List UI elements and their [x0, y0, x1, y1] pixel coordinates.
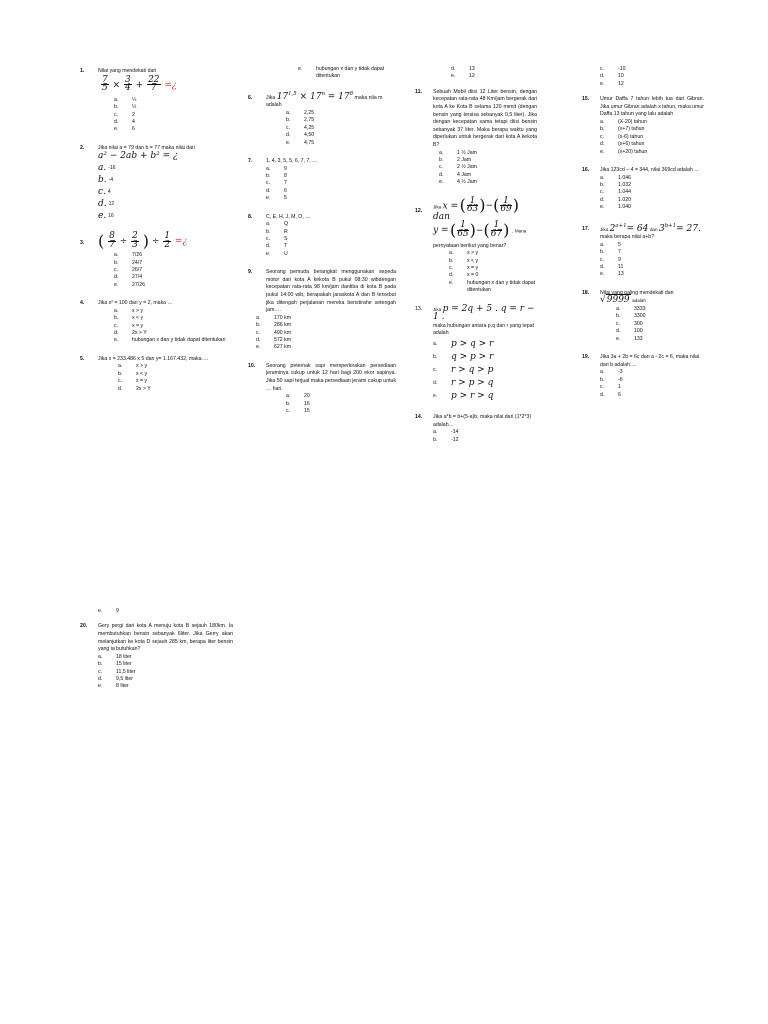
option[interactable]: d. T	[266, 243, 288, 250]
question-16	[582, 167, 704, 212]
question-stem: pernyataan berikut yang benar?	[433, 242, 507, 249]
option[interactable]: d. 1.020	[600, 196, 631, 203]
option[interactable]: b. -4	[98, 175, 114, 185]
option[interactable]: b. (x+7) tahun	[600, 126, 645, 133]
option-list	[600, 242, 704, 279]
question-formula: p = 2q + 5 . q = r − 1 .	[433, 303, 535, 323]
option[interactable]: a. 20	[286, 393, 310, 400]
option[interactable]: b. 2 Jam	[439, 156, 472, 163]
option[interactable]: a. x > y	[449, 250, 479, 257]
question-formula: ( $\frac{8}{7}$ ÷ $\frac{2}{3}$ ) ÷ $\frac{1}{2}$ =¿	[98, 231, 188, 251]
question-stem: 1, 4, 3, 5, 5, 6, 7, 7, …	[266, 158, 318, 165]
option[interactable]: a. x > y	[114, 307, 144, 314]
option[interactable]: b. -6	[600, 376, 623, 383]
question-stem: Nilai yang mendekati dari	[98, 68, 157, 74]
option[interactable]: d. 10	[600, 73, 624, 80]
option[interactable]: b. 1.032	[600, 182, 631, 189]
option-list	[98, 308, 233, 345]
question-stem: Gery pergi dari kota A menuju kota B sejauh 180km. Ia membutuhkan bensin sebanyak 6liter. Jika Gerry akan melanjutkan ke kota D sejauh 285 km, berapa liter bensin yang ia butuhkan?	[98, 623, 233, 653]
question-stem: Seorang peternak sapi memperkirakan persediaan jeraminya cukup untuk 12 hari bagi 200 ekor sapinya. Jika 50 sapi terjual maka persediaan jerami cukup untuk … hari.	[266, 362, 396, 392]
column-4	[582, 66, 704, 410]
question-number: 4.	[80, 300, 85, 307]
option[interactable]: e. 4 ½ Jam	[439, 179, 477, 186]
option-list	[98, 97, 233, 134]
option-list	[266, 66, 396, 81]
option-list	[266, 221, 396, 258]
question-number: 9.	[248, 269, 253, 276]
option[interactable]: b. x < y	[114, 315, 144, 322]
option[interactable]: c. r > q > p	[433, 364, 494, 375]
option[interactable]: a. Q	[266, 221, 289, 228]
question-7	[248, 158, 396, 203]
option-list	[98, 608, 233, 615]
option[interactable]: a. 7/26	[114, 252, 143, 259]
option[interactable]: b. 8	[266, 173, 287, 180]
option[interactable]: e. 5	[266, 195, 287, 202]
option[interactable]: b. 16	[286, 400, 310, 407]
question-stem: Jika x² = 100 dan y = 2, maka …	[98, 300, 173, 307]
option[interactable]: e. hubungan x dan y tidak dapat ditentukan	[449, 279, 536, 294]
question-formula-y: y = ( $\frac{1}{65}$ )−( $\frac{1}{67}$ ) , Mana	[433, 220, 527, 240]
question-18	[582, 289, 704, 343]
option-list	[98, 654, 233, 691]
question-11	[415, 88, 537, 187]
option[interactable]: e. p > r > q	[433, 390, 494, 401]
option[interactable]: d. 6	[266, 187, 287, 194]
option[interactable]: d. 6	[600, 391, 621, 398]
question-number: 19.	[582, 354, 590, 361]
option[interactable]: c. -10	[600, 66, 626, 72]
option-list	[98, 363, 233, 393]
option[interactable]: b. 286 km	[256, 322, 292, 329]
question-number: 17.	[582, 225, 590, 232]
option[interactable]: c. 2	[114, 111, 135, 118]
question-formula: Jika $2^{a+1}= 64$ dan $3^{b+1}= 27$.	[600, 222, 701, 234]
option[interactable]: b. 7	[600, 249, 621, 256]
question-number: 16.	[582, 167, 590, 174]
option[interactable]: a. (X-20) tahun	[600, 119, 647, 125]
question-formula: √9999 adalah	[600, 295, 646, 306]
question-19	[582, 354, 704, 399]
option[interactable]: d. 2x > Y	[114, 330, 147, 337]
question-20	[80, 623, 233, 690]
question-number: 14.	[415, 413, 423, 420]
option-list	[600, 369, 704, 399]
option[interactable]: c. x = y	[114, 322, 144, 329]
question-14	[415, 413, 537, 444]
option[interactable]: e. 6	[114, 126, 135, 133]
option[interactable]: a. 3333	[616, 306, 646, 313]
option-list	[266, 110, 396, 147]
question-stem: Umur Daffa 7 tahun lebih tua dari Gibran. Jika umur Gibran adalah x tahun, maka umur Daffa 13 tahun yang lalu adalah	[600, 96, 704, 118]
option-list	[98, 252, 233, 289]
question-stem: Jika nilai a = 79 dan b = 77 maka nilai dari	[98, 144, 195, 151]
question-10	[248, 362, 396, 416]
question-stem: Nilai yang paling mendekati dari	[600, 289, 674, 296]
option[interactable]: e. 13	[600, 271, 624, 278]
question-stem: C, E, H, J, M, O, …	[266, 213, 311, 220]
question-number: 12.	[415, 207, 423, 214]
option-list	[600, 66, 704, 88]
option[interactable]: b. x < y	[449, 257, 479, 264]
question-stem: Jika x = 233.486 x 5 dan y= 1.167.432, maka….	[98, 355, 209, 362]
option[interactable]: b. 24/7	[114, 259, 143, 266]
option[interactable]: d. 27/4	[114, 274, 143, 281]
option[interactable]: c. 26/7	[114, 267, 143, 273]
option[interactable]: a. 9	[266, 165, 287, 172]
option[interactable]: c. x = y	[449, 264, 479, 271]
option[interactable]: a. -14	[433, 429, 459, 436]
option[interactable]: a. 1 ½ Jam	[439, 149, 477, 156]
question-number: 8.	[248, 213, 253, 220]
question-stem: Sebuah Mobil diisi 12 Liter bensin, dengan kecepatan rata-rata 48 Km/jam bergerak dari kota A ke Kota B selama 120 menit (dengan bensin yang tersisa sebanyak 0,5 liter). Jika dengan kecepatan sama tetapi diisi bensin sebanyak 37 liter. Maka berapa waktu yang diperlukan untuk bergerak dari kota A kekota B?	[433, 88, 537, 148]
column-1	[80, 68, 233, 404]
option[interactable]: e. 627 km	[256, 344, 292, 351]
option[interactable]: d. 4,50	[286, 132, 315, 139]
question-12	[415, 195, 537, 295]
option[interactable]: d. 11	[600, 264, 624, 271]
option-list	[433, 66, 537, 81]
option[interactable]: e. hubungan x dan y tidak dapat ditentukan	[114, 337, 226, 344]
option-list	[600, 175, 704, 212]
question-number: 15.	[582, 96, 590, 103]
question-formula: a² − 2ab + b² = ¿	[98, 151, 178, 162]
option[interactable]: b. R	[266, 228, 288, 235]
column-2	[248, 66, 396, 426]
option[interactable]: d. 2x > Y	[118, 385, 151, 392]
question-stem: maka berapa nilai a+b?	[600, 234, 655, 241]
option[interactable]: e. 1.040	[600, 204, 631, 211]
option[interactable]: d. 13	[451, 66, 475, 72]
option-list	[266, 166, 396, 203]
question-4	[80, 300, 233, 345]
question-stem: Seorang pemuda berangkat menggunakan sepeda motor dari kota A kekota B pukul 08:30 wibdengan kecepatan rata-rata 98 km/jam dantiba di kota B pada pukul 14:00 wib, berapakah jaraskota A dan B tersebut jika ditengah perjalanan mereka beristirahe setengah jam….	[266, 269, 396, 314]
option[interactable]: b. 15 liter	[98, 661, 132, 668]
option[interactable]: b. 3300	[616, 313, 646, 320]
question-number: 20.	[80, 623, 88, 630]
question-15	[582, 96, 704, 156]
option[interactable]: a. 170 km	[256, 314, 292, 321]
question-stem: Jika a*b = b+(5-a)b, maka nilai dari (1*2*3) adalah…	[433, 413, 532, 428]
question-formula: $\frac{7}{5}$ × $\frac{3}{4}$ + $\frac{22}{7}$ =¿	[102, 74, 177, 94]
question-9	[248, 269, 396, 352]
question-number: 3.	[80, 240, 85, 246]
option[interactable]: c. 1	[600, 384, 621, 391]
column-3	[415, 66, 537, 455]
option[interactable]: a. -16	[98, 163, 116, 173]
option[interactable]: e. 4,75	[286, 139, 315, 146]
question-number: 10.	[248, 362, 256, 369]
option[interactable]: e. 27/26	[114, 281, 145, 288]
option[interactable]: e. 12	[451, 73, 475, 80]
option[interactable]: d. 12	[98, 199, 115, 209]
option[interactable]: b. x < y	[118, 370, 148, 377]
option[interactable]: e. 9	[98, 608, 119, 614]
option[interactable]: b. -12	[433, 436, 459, 443]
option-list	[256, 315, 396, 352]
question-stem: Jika $17^{1,5} \times 17^n = 17^8$ maka nila m adalah	[266, 90, 383, 109]
column-1-bottom	[80, 608, 233, 702]
option[interactable]: c. 490 km	[256, 329, 292, 336]
question-8	[248, 213, 396, 259]
option[interactable]: e. 133	[616, 335, 643, 342]
option[interactable]: a. -3	[600, 369, 623, 376]
question-number: 7.	[248, 158, 253, 165]
question-17	[582, 222, 704, 279]
question-number: 6.	[248, 94, 253, 101]
option-list	[433, 150, 537, 187]
option[interactable]: a. 18 liter	[98, 653, 132, 660]
option[interactable]: c. 9	[600, 256, 621, 263]
option[interactable]: d. 4	[114, 119, 135, 125]
question-number: 13.	[415, 305, 423, 312]
option[interactable]: d. 9,5 liter	[98, 676, 134, 682]
option[interactable]: a. x > y	[118, 363, 148, 370]
option[interactable]: b. ½	[114, 104, 137, 111]
question-stem: maka hubungan antara p,q dan r yang tepat adalah	[433, 322, 534, 337]
question-stem: Jika 123cd – 4 = 344, nilai 369cd adalah …	[600, 167, 700, 174]
option[interactable]: c. (x-6) tahun	[600, 133, 644, 140]
option[interactable]: a. 2,25	[286, 110, 315, 116]
option[interactable]: c. 11,5 liter	[98, 668, 136, 675]
option[interactable]: c. 7	[266, 180, 287, 187]
question-5	[80, 355, 233, 393]
option-list	[433, 338, 537, 403]
question-number: 18.	[582, 289, 590, 296]
option[interactable]: c. 1.044	[600, 189, 631, 196]
question-number: 2.	[80, 144, 85, 151]
question-number: 5.	[80, 355, 85, 362]
option[interactable]: c. x = y	[118, 378, 148, 385]
question-number: 11.	[415, 88, 422, 95]
question-6	[248, 90, 396, 147]
option-list	[433, 250, 537, 294]
option[interactable]: e. hubungan x dan y tidak dapat ditentukan	[298, 66, 385, 80]
option[interactable]: c. 300	[616, 320, 643, 327]
question-stem: Jika 3a + 2b = 6c dan a - 2c = 6, maka nilai dari b adalah….	[600, 354, 700, 368]
option[interactable]: e. 8 liter	[98, 683, 129, 690]
option-list	[98, 162, 233, 222]
option[interactable]: b. 2,75	[286, 117, 315, 124]
option[interactable]: c. 4,25	[286, 124, 315, 131]
option[interactable]: e. U	[266, 250, 288, 257]
option[interactable]: d. r > p > q	[433, 377, 494, 388]
option[interactable]: c. S	[266, 236, 288, 243]
option[interactable]: b. q > p > r	[433, 351, 494, 362]
option-list	[266, 393, 396, 415]
question-formula: $17^{1,5} \times 17^n = 17^8$	[276, 90, 354, 102]
question-formula: Jika x = ( $\frac{1}{63}$ )−( $\frac{1}{69}$ ) dan	[433, 195, 520, 222]
option-list	[600, 119, 704, 156]
option[interactable]: a. p > q > r	[433, 338, 494, 349]
option[interactable]: d. x = 0	[449, 272, 479, 279]
question-3	[80, 231, 233, 289]
option[interactable]: d. (x+6) tahun	[600, 141, 645, 148]
option[interactable]: e. (x+20) tahun	[600, 148, 648, 155]
option[interactable]: d. 100	[616, 328, 643, 335]
option-list	[600, 306, 704, 343]
option[interactable]: c. 15	[286, 408, 310, 415]
option[interactable]: a. ¼	[114, 96, 137, 103]
question-1	[80, 68, 233, 134]
option[interactable]: e. 16	[98, 211, 114, 221]
option[interactable]: d. 4 Jam	[439, 171, 472, 178]
question-13: 13. Jika p = 2q + 5 . q = r − 1 . maka hubungan antara p,q dan r yang tepat adalah a. p > q > r b. q > p > r c. r > q > p d. r > p > q e. p > r > q	[433, 306, 537, 403]
question-2	[80, 144, 233, 222]
option[interactable]: a. 5	[600, 241, 621, 248]
question-number: 1.	[80, 68, 85, 74]
option[interactable]: e. 12	[600, 80, 624, 87]
option[interactable]: c. 4	[98, 187, 111, 197]
option[interactable]: a. 1.046	[600, 174, 631, 181]
option[interactable]: d. 572 km	[256, 337, 292, 344]
option-list	[433, 429, 537, 444]
option[interactable]: c. 2 ½ Jam	[439, 164, 477, 171]
